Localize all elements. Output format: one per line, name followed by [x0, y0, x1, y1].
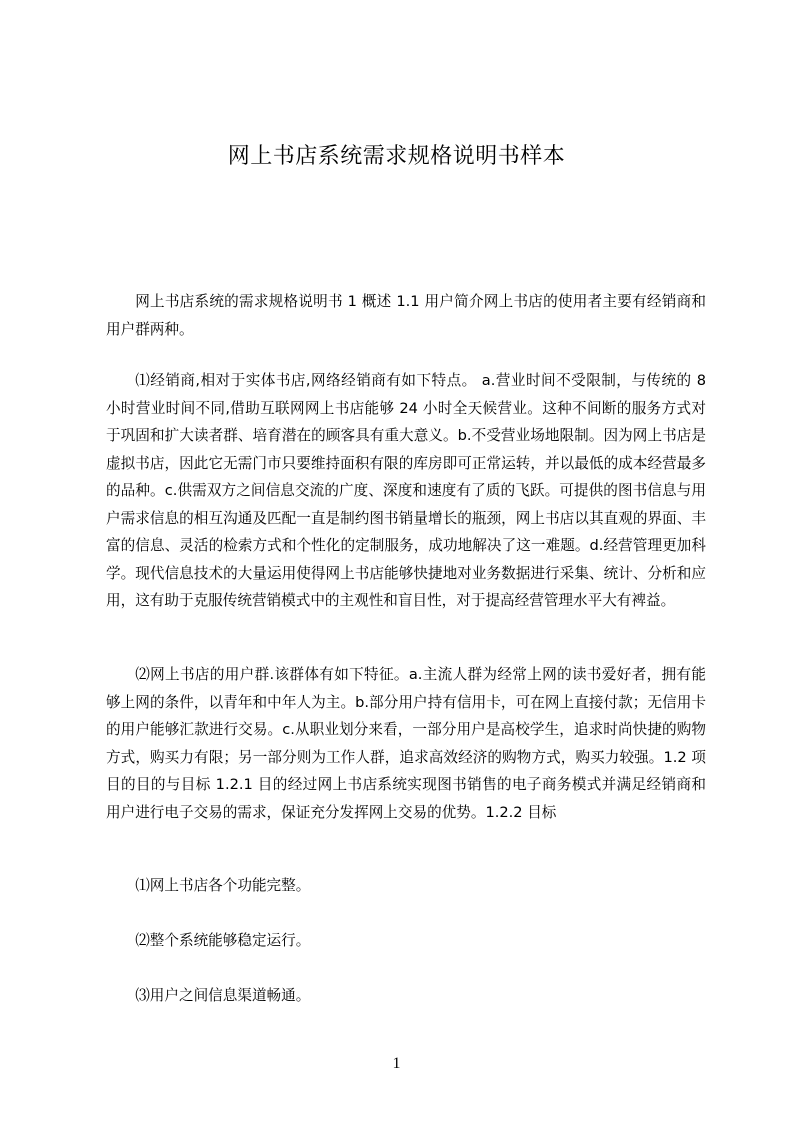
paragraph-user-group: ⑵网上书店的用户群.该群体有如下特征。a.主流人群为经常上网的读书爱好者，拥有能够上网的条件，以青年和中年人为主。b.部分用户持有信用卡，可在网上直接付款；无信用卡的用户能够汇款进行交易。c.从职业划分来看，一部分用户是高校学生，追求时尚快捷的购物方式，购买力有限；另一部分则为工作人群，追求高效经济的购物方式，购买力较强。1.2 项目的目的与目标 1.2.1 目的经过网上书店系统实现图书销售的电子商务模式并满足经销商和用户进行电子交易的需求，保证充分发挥网上交易的优势。1.2.2 目标 — [106, 666, 706, 821]
goal-item-2: ⑵整个系统能够稳定运行。 — [135, 932, 311, 949]
document-title: 网上书店系统需求规格说明书样本 — [227, 144, 566, 169]
goal-item-1: ⑴网上书店各个功能完整。 — [135, 877, 311, 894]
paragraph-overview: 网上书店系统的需求规格说明书 1 概述 1.1 用户简介网上书店的使用者主要有经销商和用户群两种。 — [106, 293, 706, 338]
page-number: 1 — [392, 1055, 401, 1072]
paragraph-distributors: ⑴经销商,相对于实体书店,网络经销商有如下特点。 a.营业时间不受限制，与传统的 8 小时营业时间不同,借助互联网网上书店能够 24 小时全天候营业。这种不间断的服务方式对于巩固和扩大读者群、培育潜在的顾客具有重大意义。b.不受营业场地限制。因为网上书店是虚拟书店，因此它无需门市只要维持面积有限的库房即可正常运转，并以最低的成本经营最多的品种。c.供需双方之间信息交流的广度、深度和速度有了质的飞跃。可提供的图书信息与用户需求信息的相互沟通及匹配一直是制约图书销量增长的瓶颈，网上书店以其直观的界面、丰富的信息、灵活的检索方式和个性化的定制服务，成功地解决了这一难题。d.经营管理更加科学。现代信息技术的大量运用使得网上书店能够快捷地对业务数据进行采集、统计、分析和应用，这有助于克服传统营销模式中的主观性和盲目性，对于提高经营管理水平大有裨益。 — [106, 372, 706, 609]
goal-item-3: ⑶用户之间信息渠道畅通。 — [135, 987, 311, 1004]
